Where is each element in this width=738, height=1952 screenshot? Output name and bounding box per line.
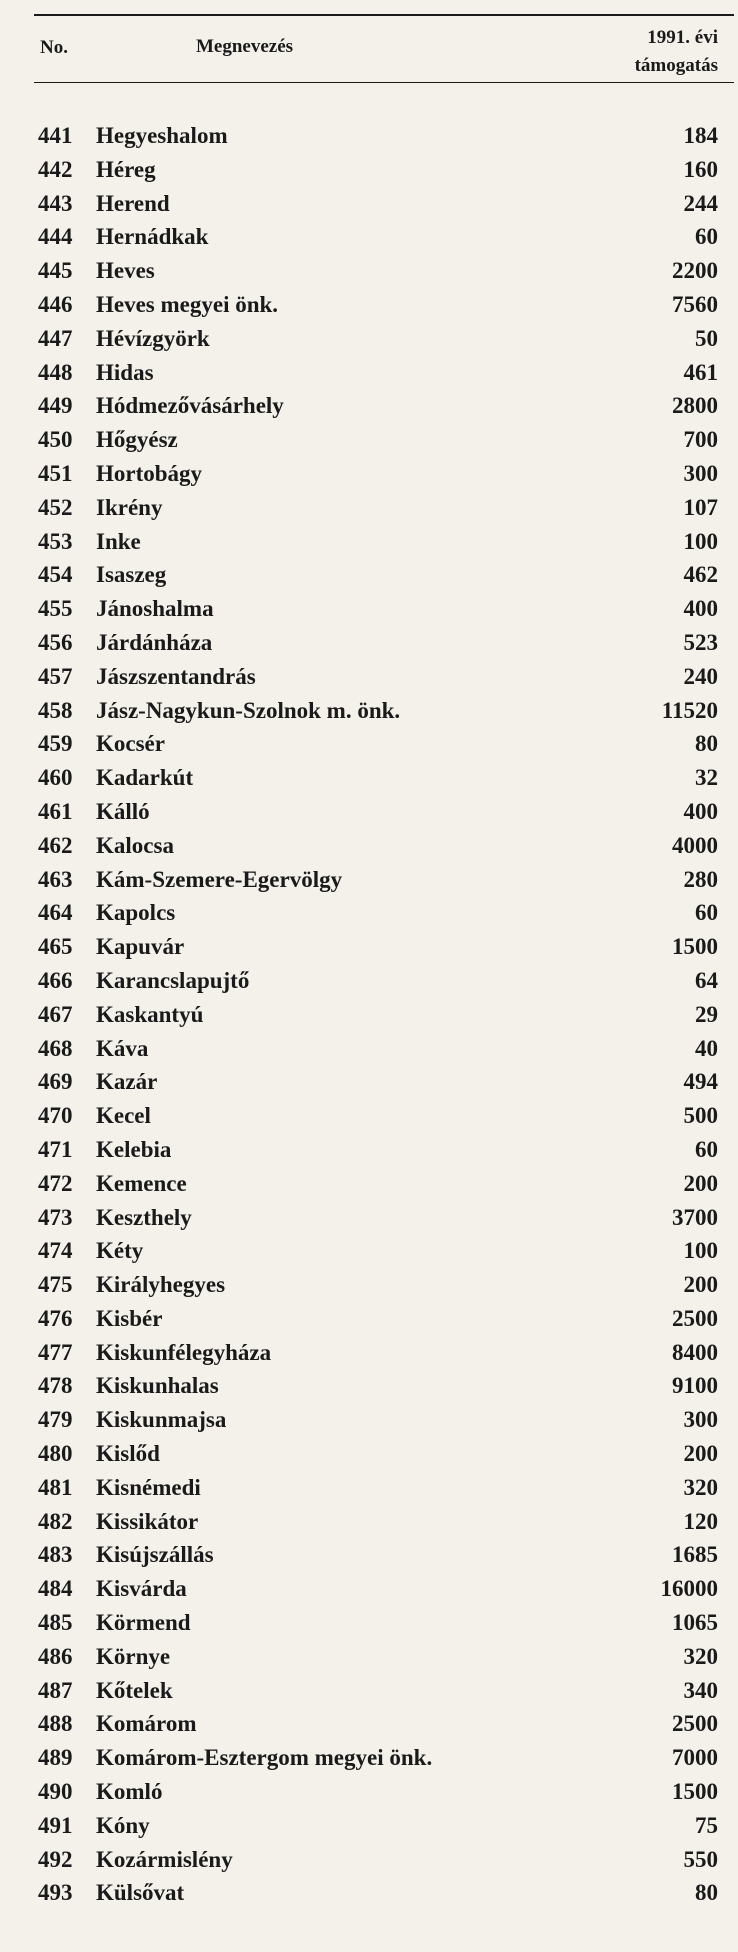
row-name: Járdánháza — [96, 629, 213, 655]
row-value: 50 — [695, 325, 718, 351]
row-name: Jánoshalma — [96, 596, 214, 622]
row-number: 474 — [38, 1238, 73, 1264]
row-number: 459 — [38, 731, 73, 757]
row-name: Kőtelek — [96, 1677, 173, 1703]
row-name: Kelebia — [96, 1136, 172, 1162]
row-number: 469 — [38, 1069, 73, 1095]
table-row — [0, 998, 738, 1032]
row-number: 479 — [38, 1407, 73, 1433]
row-value: 120 — [683, 1508, 718, 1534]
row-number: 491 — [38, 1812, 73, 1838]
row-value: 40 — [695, 1035, 718, 1061]
row-name: Hernádkak — [96, 224, 209, 250]
row-name: Kocsér — [96, 731, 165, 757]
row-number: 473 — [38, 1204, 73, 1230]
table-row — [0, 288, 738, 322]
row-name: Hegyeshalom — [96, 123, 228, 148]
row-name: Jászszentandrás — [96, 663, 256, 689]
row-name: Kislőd — [96, 1441, 160, 1467]
header-amount-line1: 1991. évi — [647, 27, 718, 48]
table-row — [0, 1133, 738, 1167]
row-name: Káva — [96, 1035, 149, 1061]
row-value: 29 — [695, 1001, 718, 1027]
table-row — [0, 626, 738, 660]
row-number: 485 — [38, 1610, 73, 1636]
row-number: 455 — [38, 596, 73, 622]
row-number: 460 — [38, 765, 73, 791]
row-name: Körmend — [96, 1610, 191, 1636]
row-name: Isaszeg — [96, 562, 167, 588]
row-value: 300 — [683, 460, 718, 486]
row-name: Hévízgyörk — [96, 325, 210, 351]
row-value: 64 — [695, 967, 718, 993]
row-value: 400 — [683, 596, 718, 622]
row-number: 484 — [38, 1576, 73, 1602]
table-row — [0, 254, 738, 288]
row-number: 450 — [38, 427, 73, 453]
header-amount-line2: támogatás — [634, 55, 718, 76]
header-name: Megnevezés — [196, 36, 294, 57]
row-name: Kisnémedi — [96, 1474, 201, 1500]
table-row — [0, 220, 738, 254]
row-value: 160 — [683, 156, 718, 182]
row-number: 458 — [38, 697, 73, 723]
table-row — [0, 694, 738, 728]
row-number: 464 — [38, 900, 73, 926]
row-number: 471 — [38, 1136, 73, 1162]
row-value: 184 — [683, 123, 718, 148]
row-name: Kisbér — [96, 1305, 163, 1331]
row-value: 200 — [683, 1272, 718, 1298]
row-value: 244 — [683, 190, 718, 216]
table-row — [0, 1707, 738, 1741]
row-number: 456 — [38, 629, 73, 655]
row-number: 493 — [38, 1880, 73, 1906]
row-number: 472 — [38, 1170, 73, 1196]
table-row — [0, 795, 738, 829]
row-number: 466 — [38, 967, 73, 993]
row-name: Kiskunhalas — [96, 1373, 219, 1399]
row-number: 452 — [38, 494, 73, 520]
row-number: 478 — [38, 1373, 73, 1399]
row-number: 465 — [38, 934, 73, 960]
table-row — [0, 1876, 738, 1910]
row-name: Kapolcs — [96, 900, 176, 926]
table-body — [0, 119, 738, 1910]
table-row — [0, 525, 738, 559]
table-row — [0, 558, 738, 592]
row-number: 445 — [38, 258, 73, 284]
row-value: 60 — [695, 1136, 718, 1162]
row-number: 487 — [38, 1677, 73, 1703]
table-row — [0, 1167, 738, 1201]
row-value: 240 — [683, 663, 718, 689]
row-number: 490 — [38, 1779, 73, 1805]
row-value: 523 — [683, 629, 718, 655]
row-name: Komárom-Esztergom megyei önk. — [96, 1745, 433, 1771]
row-name: Heves — [96, 258, 155, 284]
row-number: 486 — [38, 1643, 73, 1669]
row-name: Komárom — [96, 1711, 197, 1737]
table-row — [0, 1403, 738, 1437]
row-name: Kissikátor — [96, 1508, 199, 1534]
row-number: 470 — [38, 1103, 73, 1129]
top-rule — [34, 14, 734, 16]
row-value: 60 — [695, 224, 718, 250]
row-number: 481 — [38, 1474, 73, 1500]
table-row — [0, 1606, 738, 1640]
row-value: 11520 — [661, 697, 718, 723]
table-row — [0, 727, 738, 761]
row-name: Keszthely — [96, 1204, 192, 1230]
row-value: 107 — [683, 494, 718, 520]
row-number: 461 — [38, 798, 73, 824]
row-name: Kám-Szemere-Egervölgy — [96, 866, 343, 892]
row-number: 492 — [38, 1846, 73, 1872]
header-amount — [578, 24, 718, 80]
row-value: 7000 — [672, 1745, 718, 1771]
row-name: Hódmezővásárhely — [96, 393, 284, 419]
row-name: Kemence — [96, 1170, 187, 1196]
row-name: Kaskantyú — [96, 1001, 204, 1027]
table-row — [0, 863, 738, 897]
row-value: 200 — [683, 1170, 718, 1196]
row-value: 60 — [695, 900, 718, 926]
table-row — [0, 389, 738, 423]
header-no: No. — [40, 37, 68, 58]
row-name: Kálló — [96, 798, 150, 824]
table-row — [0, 1437, 738, 1471]
row-name: Kecel — [96, 1103, 151, 1129]
row-number: 483 — [38, 1542, 73, 1568]
row-value: 500 — [683, 1103, 718, 1129]
table-row — [0, 322, 738, 356]
row-value: 100 — [683, 528, 718, 554]
table-row — [0, 356, 738, 390]
table-row — [0, 964, 738, 998]
table-row — [0, 1032, 738, 1066]
row-number: 463 — [38, 866, 73, 892]
row-value: 494 — [683, 1069, 718, 1095]
row-number: 462 — [38, 832, 73, 858]
row-number: 448 — [38, 359, 73, 385]
row-name: Jász-Nagykun-Szolnok m. önk. — [96, 697, 401, 723]
row-value: 2800 — [672, 393, 718, 419]
table-row — [0, 1775, 738, 1809]
row-name: Kisvárda — [96, 1576, 187, 1602]
table-row — [0, 1809, 738, 1843]
row-number: 482 — [38, 1508, 73, 1534]
row-name: Kozármislény — [96, 1846, 233, 1872]
row-number: 476 — [38, 1305, 73, 1331]
row-value: 280 — [683, 866, 718, 892]
table-row — [0, 1065, 738, 1099]
row-number: 468 — [38, 1035, 73, 1061]
table-row — [0, 1099, 738, 1133]
table-row — [0, 1674, 738, 1708]
row-value: 1685 — [672, 1542, 718, 1568]
row-number: 453 — [38, 528, 73, 554]
row-value: 2500 — [672, 1305, 718, 1331]
row-name: Környe — [96, 1643, 171, 1669]
row-name: Ikrény — [96, 494, 163, 520]
row-number: 447 — [38, 325, 73, 351]
row-value: 80 — [695, 1880, 718, 1906]
table-row — [0, 1234, 738, 1268]
table-row — [0, 1471, 738, 1505]
row-number: 446 — [38, 291, 73, 317]
table-row — [0, 1640, 738, 1674]
table-row — [0, 896, 738, 930]
row-value: 700 — [683, 427, 718, 453]
table-row — [0, 153, 738, 187]
row-number: 444 — [38, 224, 73, 250]
row-name: Komló — [96, 1779, 163, 1805]
table-row — [0, 119, 738, 153]
row-value: 461 — [683, 359, 718, 385]
table-row — [0, 423, 738, 457]
row-value: 400 — [683, 798, 718, 824]
row-value: 550 — [683, 1846, 718, 1872]
table-row — [0, 829, 738, 863]
table-row — [0, 1741, 738, 1775]
row-value: 3700 — [672, 1204, 718, 1230]
row-number: 454 — [38, 562, 73, 588]
row-value: 1500 — [672, 1779, 718, 1805]
row-number: 451 — [38, 460, 73, 486]
row-number: 480 — [38, 1441, 73, 1467]
row-value: 4000 — [672, 832, 718, 858]
row-name: Hortobágy — [96, 460, 203, 486]
row-number: 443 — [38, 190, 73, 216]
row-name: Kazár — [96, 1069, 158, 1095]
table-row — [0, 1268, 738, 1302]
row-name: Kéty — [96, 1238, 144, 1264]
row-name: Királyhegyes — [96, 1272, 226, 1298]
table-row — [0, 1505, 738, 1539]
table-row — [0, 457, 738, 491]
table-row — [0, 1538, 738, 1572]
row-name: Karancslapujtő — [96, 967, 250, 993]
row-number: 442 — [38, 156, 73, 182]
table-row — [0, 761, 738, 795]
row-value: 75 — [695, 1812, 718, 1838]
row-value: 32 — [695, 765, 718, 791]
row-name: Kóny — [96, 1812, 150, 1838]
row-value: 300 — [683, 1407, 718, 1433]
row-value: 462 — [683, 562, 718, 588]
row-name: Kisújszállás — [96, 1542, 214, 1568]
table-row — [0, 491, 738, 525]
row-name: Hőgyész — [96, 427, 178, 453]
row-name: Héreg — [96, 156, 156, 182]
row-name: Heves megyei önk. — [96, 291, 279, 317]
row-number: 467 — [38, 1001, 73, 1027]
table-row — [0, 1336, 738, 1370]
table-row — [0, 1302, 738, 1336]
row-name: Inke — [96, 528, 141, 554]
row-number: 441 — [38, 123, 73, 148]
row-value: 1500 — [672, 934, 718, 960]
table-row — [0, 660, 738, 694]
table-row — [0, 1369, 738, 1403]
header-rule — [34, 82, 734, 83]
table-row — [0, 1572, 738, 1606]
row-value: 2200 — [672, 258, 718, 284]
row-value: 9100 — [672, 1373, 718, 1399]
table-row — [0, 1201, 738, 1235]
row-name: Kalocsa — [96, 832, 174, 858]
row-value: 2500 — [672, 1711, 718, 1737]
row-value: 16000 — [660, 1576, 718, 1602]
row-name: Hidas — [96, 359, 154, 385]
row-name: Kiskunmajsa — [96, 1407, 227, 1433]
row-value: 1065 — [672, 1610, 718, 1636]
row-value: 340 — [683, 1677, 718, 1703]
row-name: Kiskunfélegyháza — [96, 1339, 272, 1365]
row-number: 477 — [38, 1339, 73, 1365]
row-name: Herend — [96, 190, 170, 216]
row-value: 100 — [683, 1238, 718, 1264]
row-value: 320 — [683, 1474, 718, 1500]
row-value: 320 — [683, 1643, 718, 1669]
row-number: 457 — [38, 663, 73, 689]
row-name: Kadarkút — [96, 765, 194, 791]
table-row — [0, 187, 738, 221]
table-row — [0, 592, 738, 626]
row-number: 488 — [38, 1711, 73, 1737]
row-number: 489 — [38, 1745, 73, 1771]
row-value: 7560 — [672, 291, 718, 317]
row-number: 475 — [38, 1272, 73, 1298]
row-name: Kapuvár — [96, 934, 185, 960]
table-row — [0, 1843, 738, 1877]
row-number: 449 — [38, 393, 73, 419]
row-value: 8400 — [672, 1339, 718, 1365]
row-name: Külsővat — [96, 1880, 185, 1906]
row-value: 200 — [683, 1441, 718, 1467]
row-value: 80 — [695, 731, 718, 757]
table-row — [0, 930, 738, 964]
